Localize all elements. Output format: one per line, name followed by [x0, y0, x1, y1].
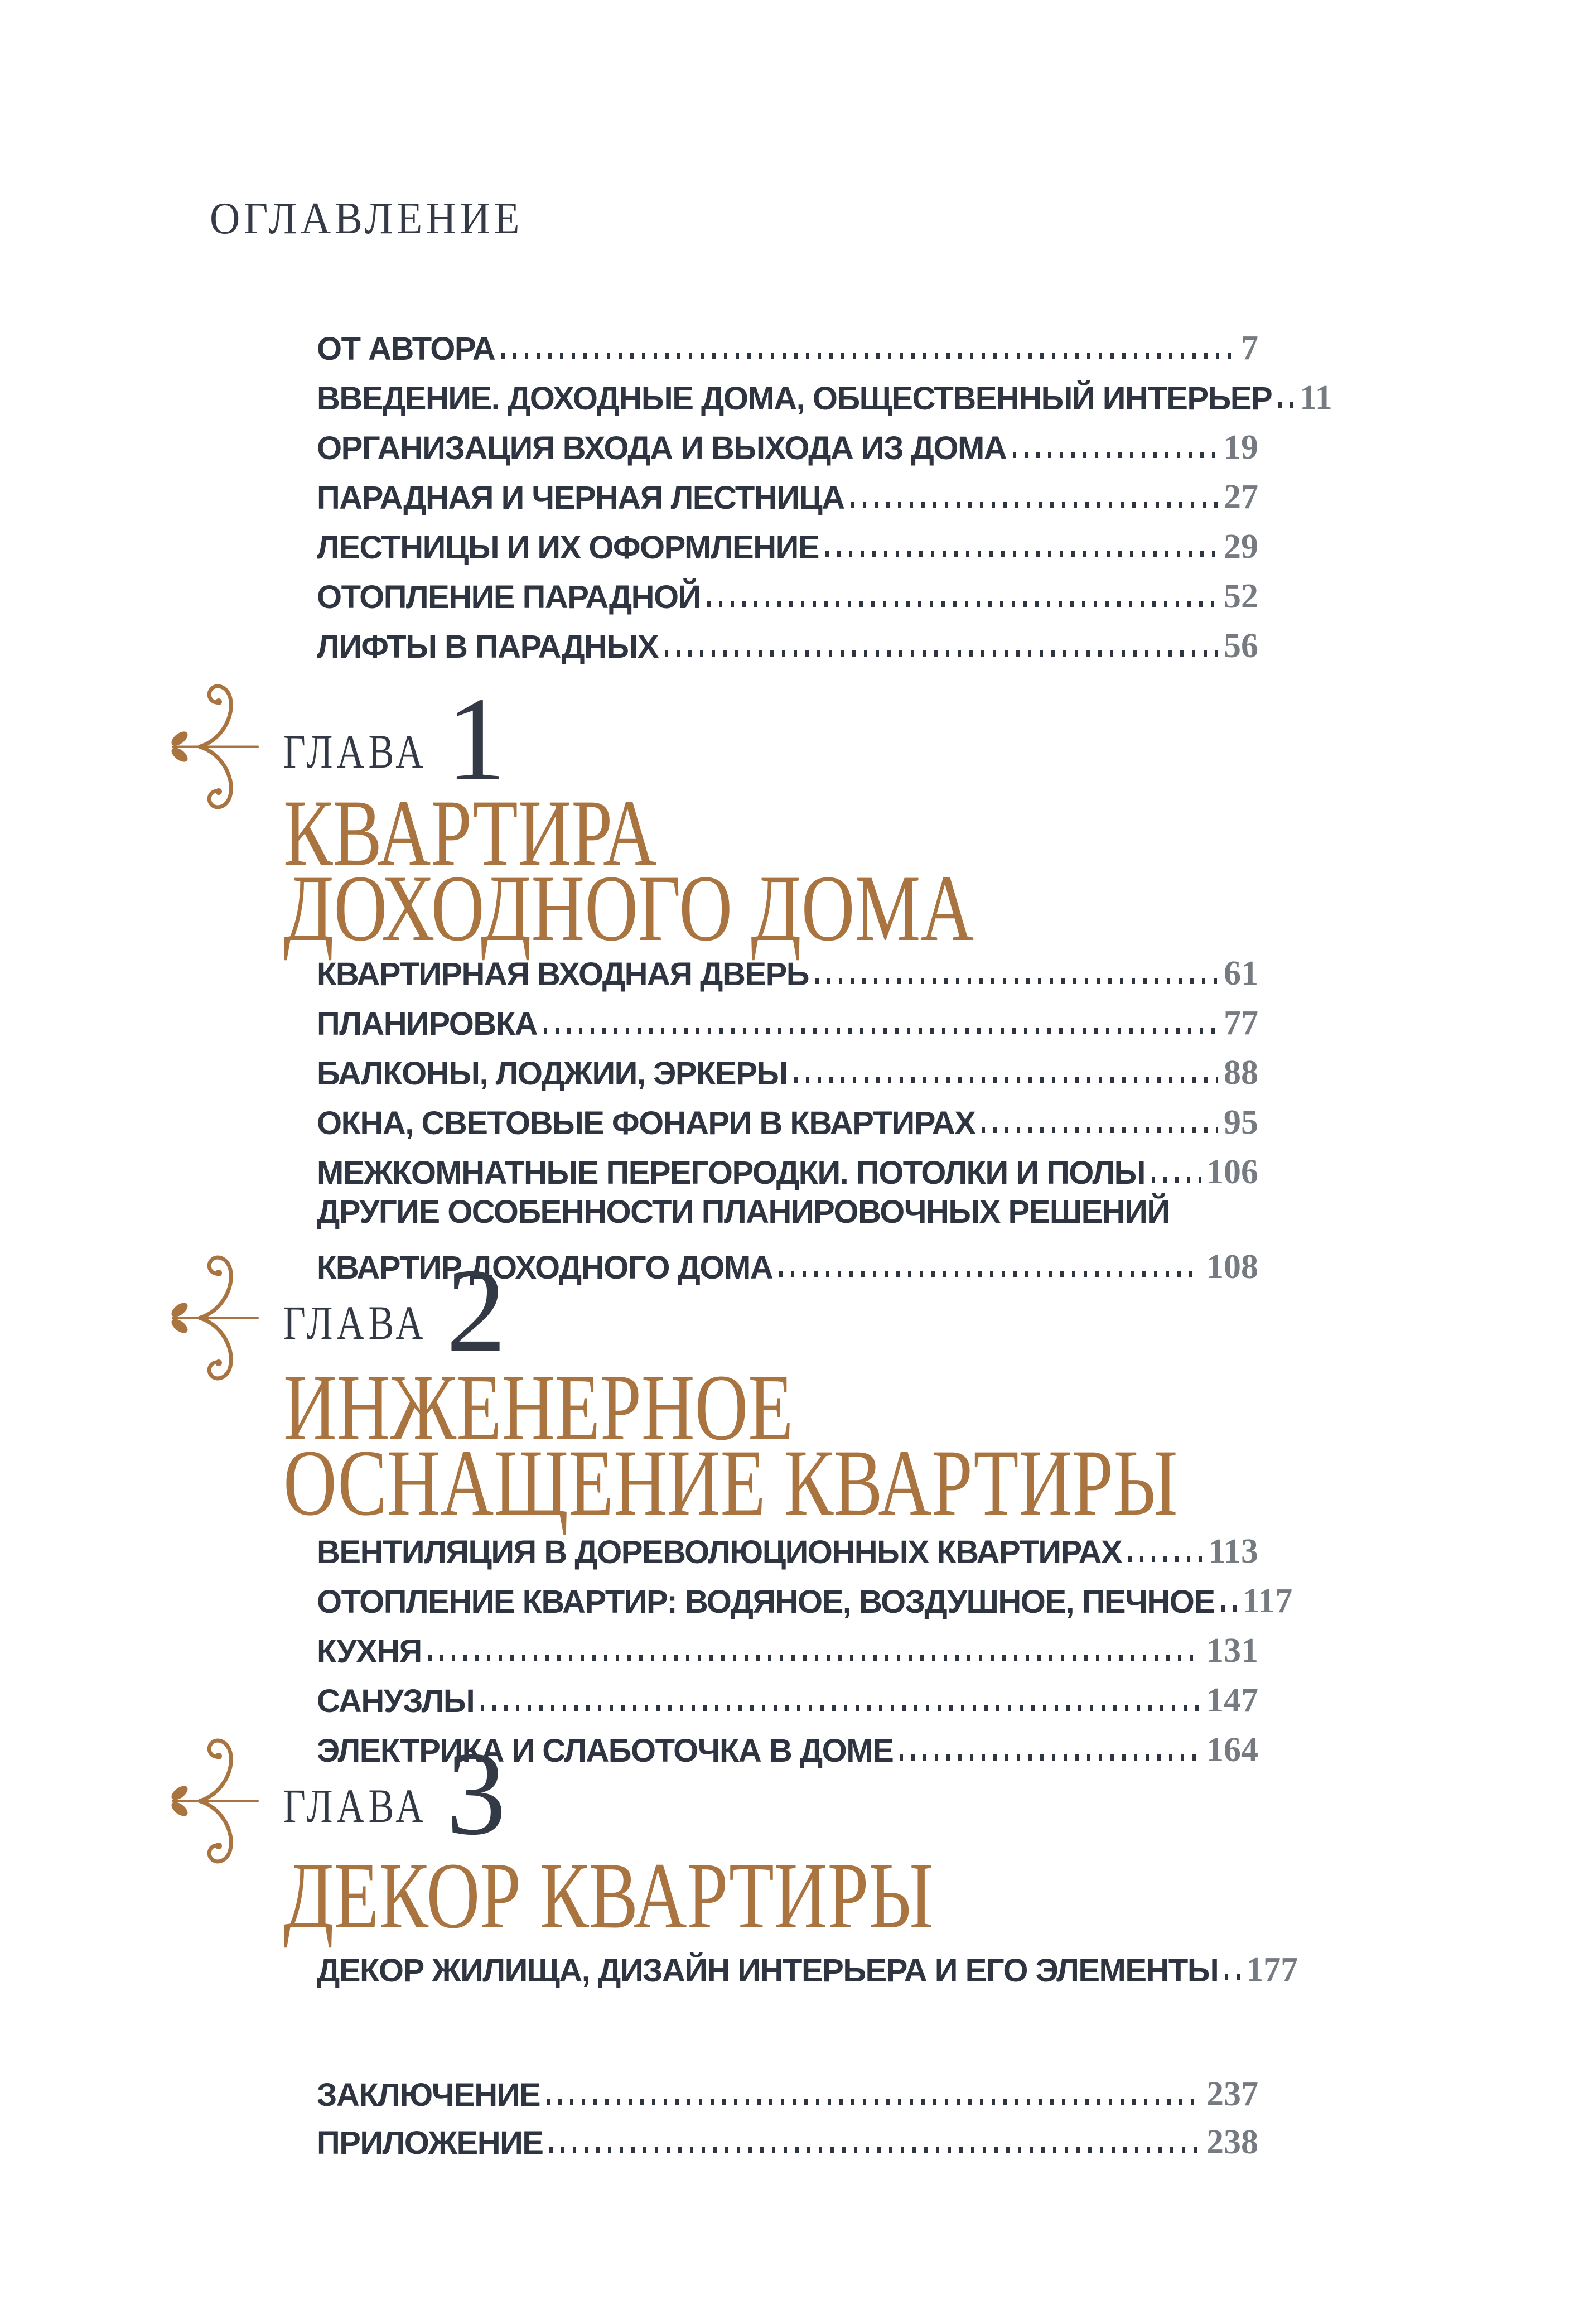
toc-leader-dots	[665, 650, 1218, 657]
toc-page-number: 7	[1241, 329, 1258, 367]
toc-leader-dots	[549, 2147, 1201, 2153]
toc-page-number: 77	[1224, 1004, 1258, 1042]
toc-row	[317, 1090, 1258, 1140]
chapter-title-line: ДОХОДНОГО ДОМА	[283, 856, 974, 961]
toc-leader-dots	[825, 551, 1218, 557]
toc-page-number: 238	[1206, 2123, 1258, 2161]
toc-row	[317, 564, 1258, 614]
toc-row	[317, 1618, 1258, 1668]
chapter-3-title	[283, 1843, 934, 1948]
toc-page-number: 108	[1206, 1248, 1258, 1286]
toc-leader-dots	[1221, 1605, 1237, 1612]
toc-leader-dots	[982, 1127, 1218, 1133]
toc-entry-label: ДЕКОР ЖИЛИЩА, ДИЗАЙН ИНТЕРЬЕРА И ЕГО ЭЛЕМЕНТЫ	[317, 1952, 1219, 1989]
toc-leader-dots	[851, 502, 1218, 508]
chapter-title-line: КВАРТИРА	[283, 780, 656, 885]
toc-page-number: 11	[1300, 379, 1332, 417]
toc-row	[317, 1668, 1258, 1718]
toc-entry-label: ОРГАНИЗАЦИЯ ВХОДА И ВЫХОДА ИЗ ДОМА	[317, 430, 1007, 466]
toc-leader-dots	[1225, 1974, 1240, 1980]
chapter-flourish-icon	[165, 678, 260, 815]
toc-page-number: 52	[1224, 577, 1258, 615]
toc-entry-label: КУХНЯ	[317, 1633, 422, 1670]
toc-page-number: 177	[1246, 1951, 1298, 1989]
toc-row	[317, 415, 1258, 465]
chapter-1-kicker: ГЛАВА	[283, 725, 428, 778]
toc-row	[317, 1519, 1258, 1569]
toc-page-number: 106	[1206, 1153, 1258, 1191]
toc-leader-dots	[481, 1705, 1201, 1711]
toc-leader-dots	[1128, 1556, 1203, 1562]
toc-entry-label: ОТОПЛЕНИЕ ПАРАДНОЙ	[317, 579, 701, 615]
chapter-title-line: ОСНАЩЕНИЕ КВАРТИРЫ	[283, 1430, 1178, 1535]
toc-page-number: 117	[1242, 1582, 1293, 1620]
toc-page-number: 61	[1224, 954, 1258, 992]
toc-entry-label: ПРИЛОЖЕНИЕ	[317, 2125, 543, 2161]
toc-leader-dots	[815, 978, 1218, 984]
toc-page-number: 237	[1206, 2075, 1258, 2113]
toc-row	[317, 316, 1258, 365]
toc-page-number: 113	[1208, 1532, 1258, 1570]
toc-page-number: 88	[1224, 1054, 1258, 1092]
toc-leader-dots	[900, 1754, 1201, 1761]
toc-list-chapter-1	[317, 941, 1258, 1284]
toc-page-number: 19	[1224, 428, 1258, 466]
chapter-2-kicker: ГЛАВА	[283, 1296, 428, 1349]
toc-list-front-matter	[317, 316, 1332, 665]
toc-page-number: 95	[1224, 1103, 1258, 1141]
toc-leader-dots	[1152, 1177, 1201, 1183]
toc-entry-label: ОТОПЛЕНИЕ КВАРТИР: ВОДЯНОЕ, ВОЗДУШНОЕ, ПЕЧНОЕ	[317, 1584, 1215, 1620]
chapter-title-line: ДЕКОР КВАРТИРЫ	[283, 1843, 934, 1948]
toc-page-number: 29	[1224, 528, 1258, 566]
toc-entry-label: МЕЖКОМНАТНЫЕ ПЕРЕГОРОДКИ. ПОТОЛКИ И ПОЛЫ	[317, 1155, 1145, 1191]
toc-page-number: 56	[1224, 627, 1258, 665]
toc-row	[317, 1569, 1293, 1620]
toc-entry-label: ПАРАДНАЯ И ЧЕРНАЯ ЛЕСТНИЦА	[317, 480, 844, 516]
toc-leader-dots	[1278, 402, 1294, 408]
toc-entry-label: ПЛАНИРОВКА	[317, 1006, 538, 1042]
toc-entry-label: ОКНА, СВЕТОВЫЕ ФОНАРИ В КВАРТИРАХ	[317, 1105, 975, 1141]
toc-leader-dots	[547, 2099, 1201, 2105]
toc-entry-label: ОТ АВТОРА	[317, 331, 495, 367]
toc-entry-label: ДРУГИЕ ОСОБЕННОСТИ ПЛАНИРОВОЧНЫХ РЕШЕНИЙ	[317, 1194, 1170, 1230]
toc-leader-dots	[428, 1655, 1201, 1661]
toc-row	[317, 2063, 1258, 2111]
toc-row	[317, 1937, 1298, 1989]
toc-entry-label: ЗАКЛЮЧЕНИЕ	[317, 2077, 540, 2113]
chapter-3-kicker: ГЛАВА	[283, 1779, 428, 1833]
chapter-1-title	[283, 780, 974, 961]
toc-page-number: 147	[1206, 1681, 1258, 1719]
page-title: ОГЛАВЛЕНИЕ	[210, 194, 524, 243]
toc-row	[317, 2111, 1258, 2159]
chapter-flourish-icon	[165, 1250, 260, 1386]
chapter-2-title	[283, 1355, 1178, 1535]
toc-row	[317, 614, 1258, 663]
toc-leader-dots	[1013, 452, 1218, 458]
toc-row	[317, 941, 1258, 991]
toc-row	[317, 991, 1258, 1040]
chapter-2-number: 2	[446, 1243, 506, 1377]
toc-entry-label: КВАРТИРНАЯ ВХОДНАЯ ДВЕРЬ	[317, 956, 809, 992]
chapter-3-number: 3	[446, 1727, 506, 1860]
toc-leader-dots	[779, 1271, 1201, 1277]
toc-leader-dots	[501, 353, 1235, 359]
chapter-title-line: ИНЖЕНЕРНОЕ	[283, 1355, 794, 1460]
toc-page-number: 27	[1224, 478, 1258, 516]
toc-leader-dots	[794, 1077, 1218, 1083]
toc-entry-label: ЛИФТЫ В ПАРАДНЫХ	[317, 629, 658, 665]
toc-row	[317, 1140, 1258, 1189]
toc-entry-label: ВЕНТИЛЯЦИЯ В ДОРЕВОЛЮЦИОННЫХ КВАРТИРАХ	[317, 1534, 1122, 1570]
toc-row	[317, 465, 1258, 514]
toc-entry-label: ЭЛЕКТРИКА И СЛАБОТОЧКА В ДОМЕ	[317, 1733, 894, 1769]
toc-row	[317, 1040, 1258, 1090]
toc-row	[317, 1189, 1258, 1228]
toc-leader-dots	[707, 601, 1218, 607]
toc-entry-label: КВАРТИР ДОХОДНОГО ДОМА	[317, 1250, 773, 1286]
toc-leader-dots	[544, 1028, 1218, 1034]
toc-entry-label: БАЛКОНЫ, ЛОДЖИИ, ЭРКЕРЫ	[317, 1055, 788, 1092]
toc-list-back-matter	[317, 2063, 1258, 2159]
toc-entry-label: ЛЕСТНИЦЫ И ИХ ОФОРМЛЕНИЕ	[317, 529, 819, 566]
chapter-flourish-icon	[165, 1733, 260, 1869]
toc-row	[317, 365, 1332, 417]
toc-entry-label: САНУЗЛЫ	[317, 1683, 475, 1719]
toc-page-number: 164	[1206, 1731, 1258, 1769]
toc-list-chapter-3	[317, 1937, 1298, 1989]
toc-entry-label: ВВЕДЕНИЕ. ДОХОДНЫЕ ДОМА, ОБЩЕСТВЕННЫЙ ИНТЕРЬЕР	[317, 380, 1272, 417]
toc-row	[317, 514, 1258, 564]
toc-page-number: 131	[1206, 1632, 1258, 1670]
chapter-1-number: 1	[446, 672, 506, 806]
